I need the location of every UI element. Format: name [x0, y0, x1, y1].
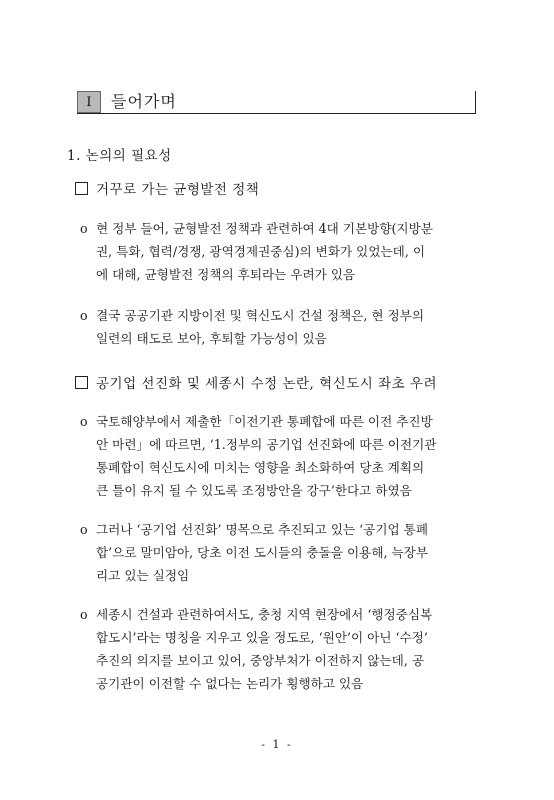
paragraph-line: 권, 특화, 협력/경쟁, 광역경제권중심)의 변화가 있었는데, 이 — [96, 244, 425, 259]
section-title: 1. 논의의 필요성 — [67, 148, 172, 164]
paragraph-line: o 현 정부 들어, 균형발전 정책과 관련하여 4대 기본방향(지방분 — [80, 217, 480, 240]
paragraph-line: 큰 틀이 유지 될 수 있도록 조정방안을 강구’한다고 하였음 — [96, 483, 412, 498]
bullet-marker: o — [80, 308, 88, 323]
bullet-paragraph — [80, 304, 480, 350]
paragraph-line: 에 대해, 균형발전 정책의 후퇴라는 우려가 있음 — [96, 267, 356, 282]
paragraph-line: 안 마련」에 따르면, ‘1.정부의 공기업 선진화에 따른 이전기관 — [96, 437, 437, 452]
bullet-marker: o — [80, 607, 88, 622]
topic-heading — [75, 178, 259, 198]
chapter-heading — [77, 91, 476, 114]
chapter-number: Ⅰ — [77, 91, 101, 113]
page-number: - 1 - — [261, 738, 293, 751]
bullet-marker: o — [80, 221, 88, 236]
checkbox-square-icon — [75, 182, 88, 195]
paragraph-line: 합’으로 말미암아, 당초 이전 도시들의 충돌을 이용해, 늑장부 — [96, 545, 429, 560]
paragraph-line: o 국토해양부에서 제출한「이전기관 통폐합에 따른 이전 추진방 — [80, 410, 480, 433]
checkbox-square-icon — [75, 376, 88, 389]
paragraph-line: 추진의 의지를 보이고 있어, 중앙부처가 이전하지 않는데, 공 — [96, 653, 425, 668]
bullet-paragraph — [80, 518, 480, 587]
paragraph-line: 리고 있는 실정임 — [96, 568, 190, 583]
paragraph-line: 합도시’라는 명칭을 지우고 있을 정도로, ‘원안’이 아닌 ‘수정’ — [96, 630, 428, 645]
paragraph-line: o 결국 공공기관 지방이전 및 혁신도시 건설 정책은, 현 정부의 — [80, 304, 480, 327]
topic-title: 공기업 선진화 및 세종시 수정 논란, 혁신도시 좌초 우려 — [96, 376, 438, 392]
bullet-paragraph — [80, 410, 480, 502]
paragraph-line: 공기관이 이전할 수 없다는 논리가 횡행하고 있음 — [96, 676, 364, 691]
bullet-marker: o — [80, 414, 88, 429]
topic-heading — [75, 372, 437, 392]
bullet-marker: o — [80, 522, 88, 537]
paragraph-line: 일련의 태도로 보아, 후퇴할 가능성이 있음 — [96, 331, 327, 346]
chapter-title: 들어가며 — [111, 92, 177, 111]
bullet-paragraph — [80, 603, 480, 695]
bullet-paragraph — [80, 217, 480, 286]
paragraph-line: o 그러나 ‘공기업 선진화’ 명목으로 추진되고 있는 ‘공기업 통폐 — [80, 518, 480, 541]
paragraph-line: o 세종시 건설과 관련하여서도, 충청 지역 현장에서 ‘행정중심복 — [80, 603, 480, 626]
paragraph-line: 통폐합이 혁신도시에 미치는 영향을 최소화하여 당초 계획의 — [96, 460, 425, 475]
topic-title: 거꾸로 가는 균형발전 정책 — [96, 182, 260, 198]
